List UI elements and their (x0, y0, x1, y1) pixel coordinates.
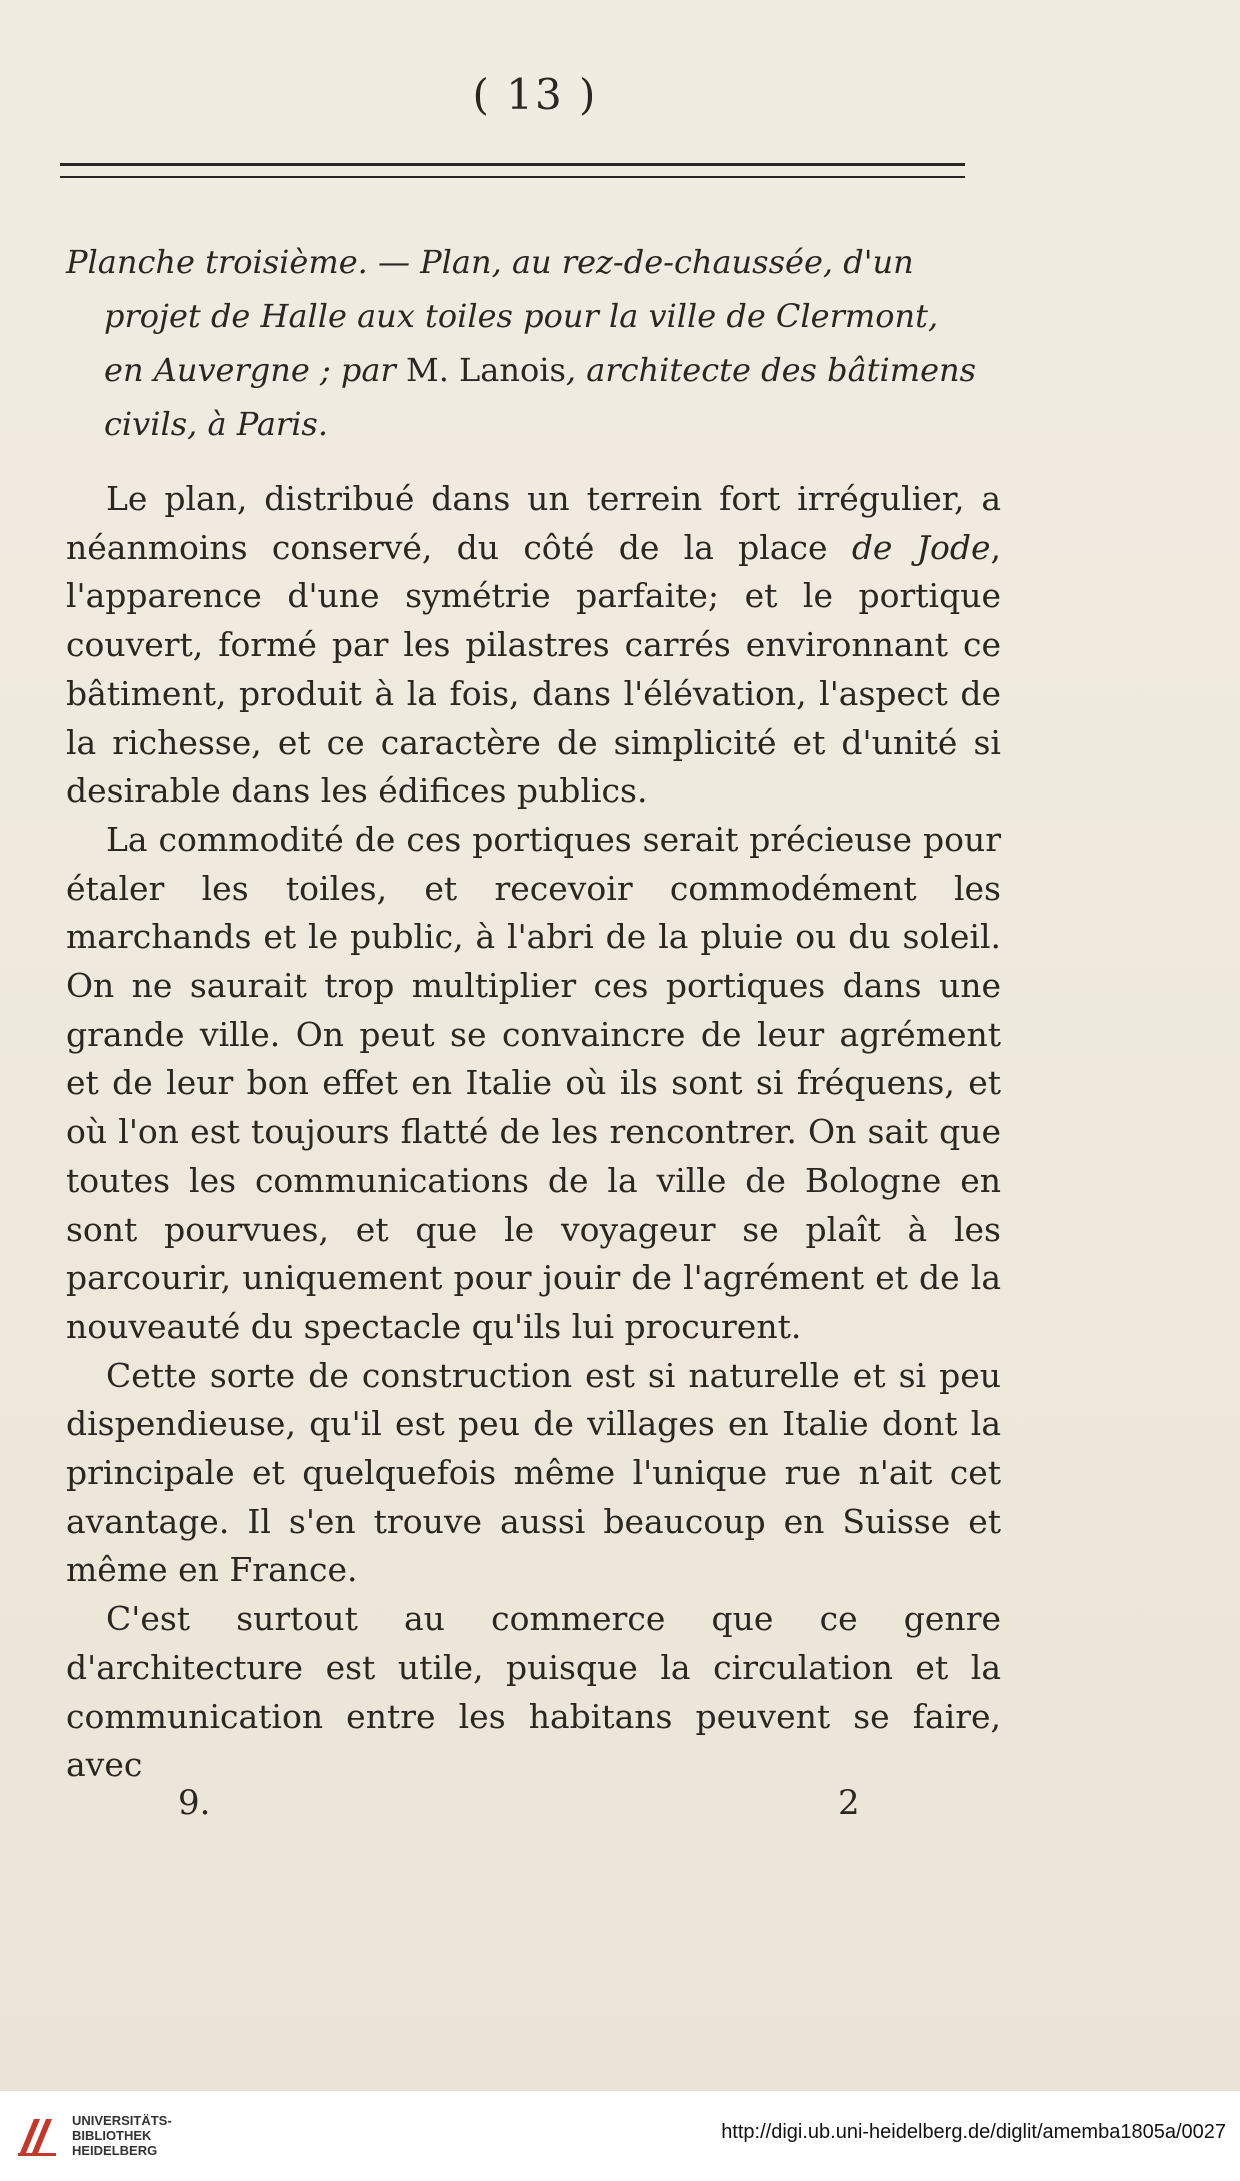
architect-name: M. Lanois (405, 351, 566, 389)
library-logo-icon (14, 2113, 60, 2159)
place-name: de Jode (851, 527, 991, 567)
library-name-line: UNIVERSITÄTS- (72, 2113, 172, 2128)
body-text (66, 475, 1001, 1790)
header-rule-thick (60, 163, 965, 166)
caption-fragment: , architecte des bâtimens (565, 351, 977, 389)
caption-line: civils, à Paris. (104, 405, 329, 443)
paragraph: C'est surtout au commerce que ce genre d'architecture est utile, puisque la circulation et la communication entre les habitans peuvent se faire, avec (66, 1599, 1001, 1785)
caption-line: projet de Halle aux toiles pour la ville de Clermont, (104, 297, 939, 335)
plate-caption (66, 235, 996, 451)
library-name-line: HEIDELBERG (72, 2143, 158, 2158)
library-name-line: BIBLIOTHEK (72, 2128, 152, 2143)
caption-line: Planche troisième. — Plan, au rez-de-chaussée, d'un (66, 243, 914, 281)
page-number: ( 13 ) (472, 70, 598, 119)
header-rule-thin (60, 176, 965, 178)
caption-fragment: en Auvergne ; par (104, 351, 396, 389)
paragraph (66, 475, 1001, 816)
paragraph: Cette sorte de construction est si naturelle et si peu dispendieuse, qu'il est peu de villages en Italie dont la principale et quelquefois même l'unique rue n'ait cet avantage. Il s'en trouve aussi beaucoup en Suisse et même en France. (66, 1355, 1001, 1590)
signature-number: 2 (838, 1783, 860, 1823)
viewer-footer (0, 2090, 1240, 2181)
caption-line (66, 343, 996, 397)
paragraph-text: Le plan, distribué dans un terrein fort irrégulier, a néanmoins conservé, du côté de la place (66, 479, 1001, 567)
source-url[interactable]: http://digi.ub.uni-heidelberg.de/diglit/amemba1805a/0027 (721, 2121, 1226, 2143)
paragraph-text: , l'apparence d'une symétrie parfaite; et le portique couvert, formé par les pilastres carrés environnant ce bâtiment, produit à la fois, dans l'élévation, l'aspect de la richesse, et ce caractère de simplicité et d'unité si desirable dans les édifices publics. (66, 527, 1001, 811)
signature-mark: 9. (178, 1783, 211, 1823)
library-name (72, 2113, 172, 2158)
paragraph: La commodité de ces portiques serait précieuse pour étaler les toiles, et recevoir commodément les marchands et le public, à l'abri de la pluie ou du soleil. On ne saurait trop multiplier ces portiques dans une grande ville. On peut se convaincre de leur agrément et de leur bon effet en Italie où ils sont si fréquens, et où l'on est toujours flatté de les rencontrer. On sait que toutes les communications de la ville de Bologne en sont pourvues, et que le voyageur se plaît à les parcourir, uniquement pour jouir de l'agrément et de la nouveauté du spectacle qu'ils lui procurent. (66, 819, 1001, 1346)
